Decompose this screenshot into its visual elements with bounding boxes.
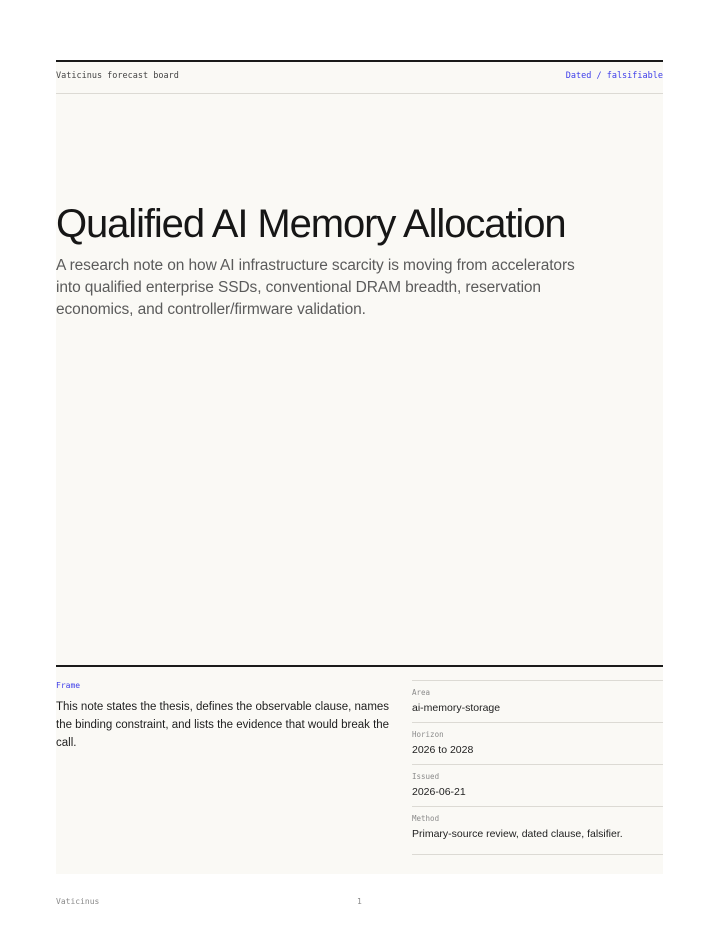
meta-row-horizon (412, 722, 663, 764)
meta-label: Horizon (412, 730, 444, 739)
document-subtitle: A research note on how AI infrastructure scarcity is moving from accelerators into qualified enterprise SSDs, conventional DRAM breadth, reservation economics, and controller/firmware validation. (56, 257, 575, 318)
frame-label: Frame (56, 681, 81, 690)
metadata-table (412, 680, 663, 855)
document-title: Qualified AI Memory Allocation (56, 202, 566, 246)
meta-row-issued (412, 764, 663, 806)
meta-row-area (412, 680, 663, 722)
meta-label: Area (412, 688, 431, 697)
meta-value: 2026-06-21 (412, 786, 466, 798)
meta-label: Method (412, 814, 440, 823)
document-page (56, 60, 663, 874)
page-header (56, 62, 663, 94)
footer-brand: Vaticinus (56, 897, 100, 906)
header-tag: Dated / falsifiable (565, 71, 663, 81)
frame-section (56, 665, 663, 855)
frame-text: This note states the thesis, defines the observable clause, names the binding constraint, and lists the evidence that would break the call. (56, 701, 390, 749)
page-number: 1 (357, 897, 362, 906)
meta-value: Primary-source review, dated clause, falsifier. (412, 828, 623, 840)
meta-value: 2026 to 2028 (412, 744, 474, 756)
header-brand: Vaticinus forecast board (56, 71, 179, 81)
meta-value: ai-memory-storage (412, 702, 501, 714)
meta-label: Issued (412, 772, 440, 781)
meta-row-method (412, 806, 663, 855)
